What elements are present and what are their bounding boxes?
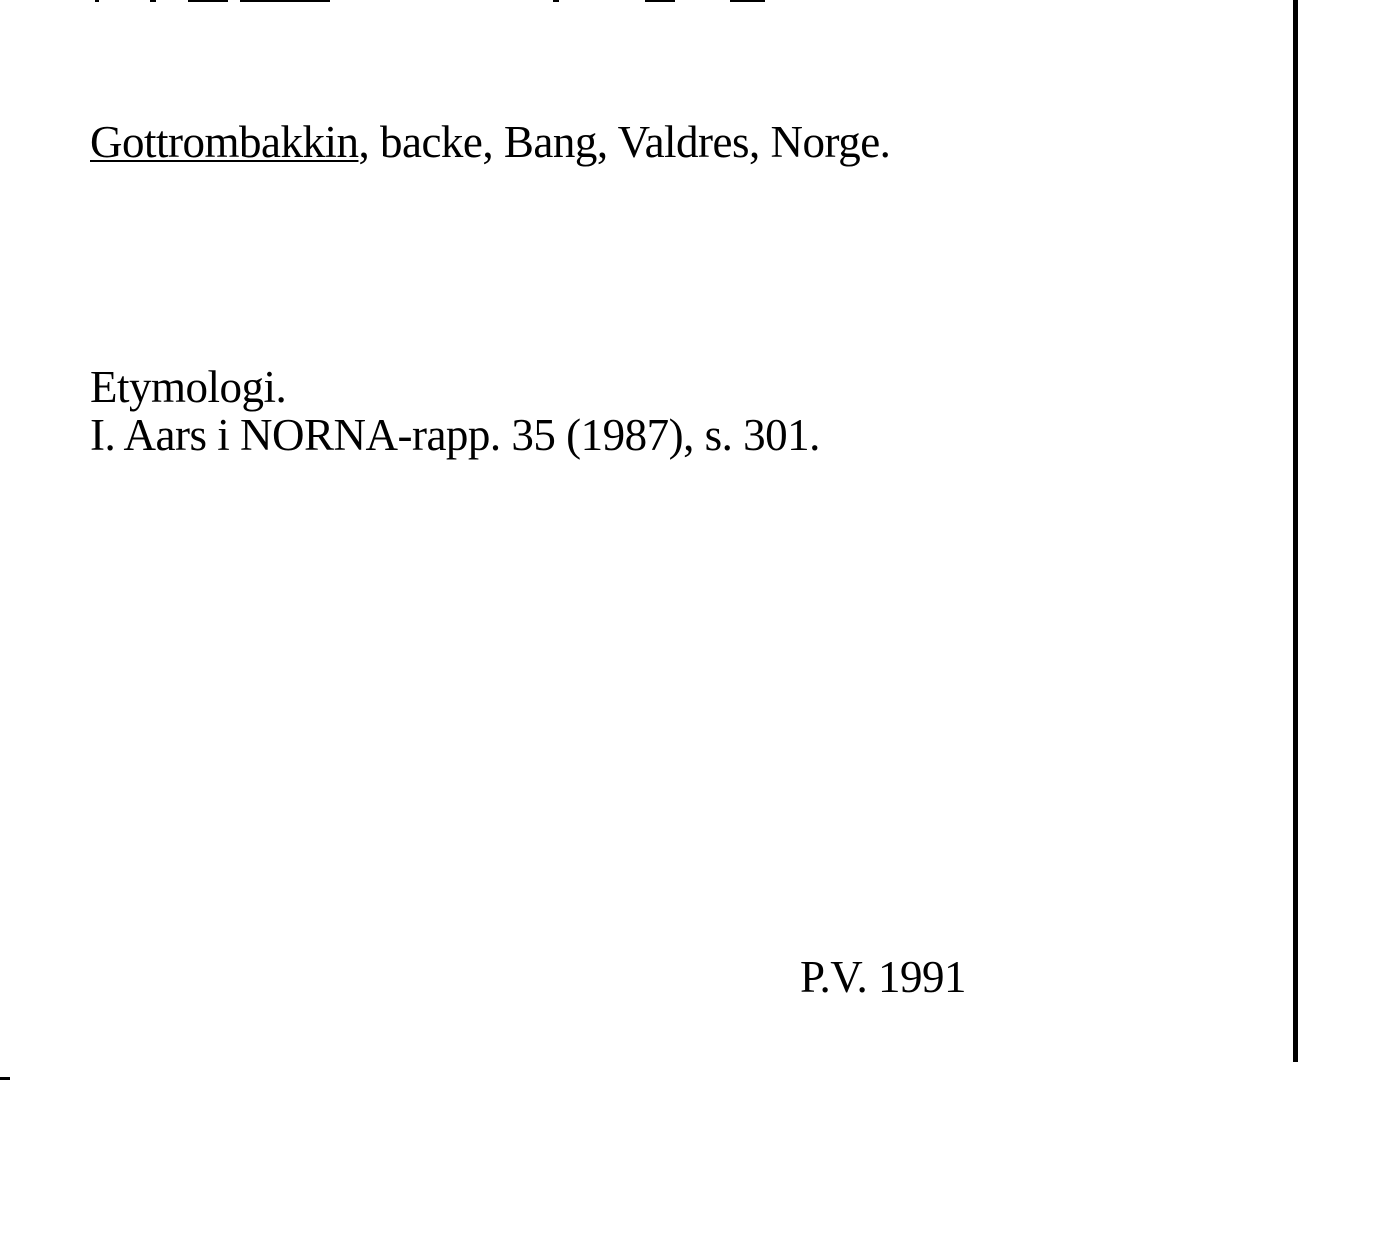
scan-speck	[150, 0, 156, 2]
entry-line	[90, 117, 891, 167]
scan-speck	[240, 0, 330, 2]
card-right-border	[1293, 0, 1298, 1062]
headword: Gottrombakkin	[90, 117, 359, 167]
reference-line: I. Aars i NORNA-rapp. 35 (1987), s. 301.	[90, 410, 820, 460]
scan-speck	[645, 0, 675, 2]
entry-description: , backe, Bang, Valdres, Norge.	[358, 117, 891, 167]
scan-speck	[188, 0, 228, 2]
scan-speck	[553, 0, 559, 2]
scan-top-edge	[0, 0, 1293, 4]
scan-speck	[95, 0, 99, 2]
signature: P.V. 1991	[800, 952, 966, 1002]
card-bottom-mark	[0, 1077, 10, 1080]
section-label: Etymologi.	[90, 362, 287, 412]
scan-speck	[730, 0, 765, 2]
